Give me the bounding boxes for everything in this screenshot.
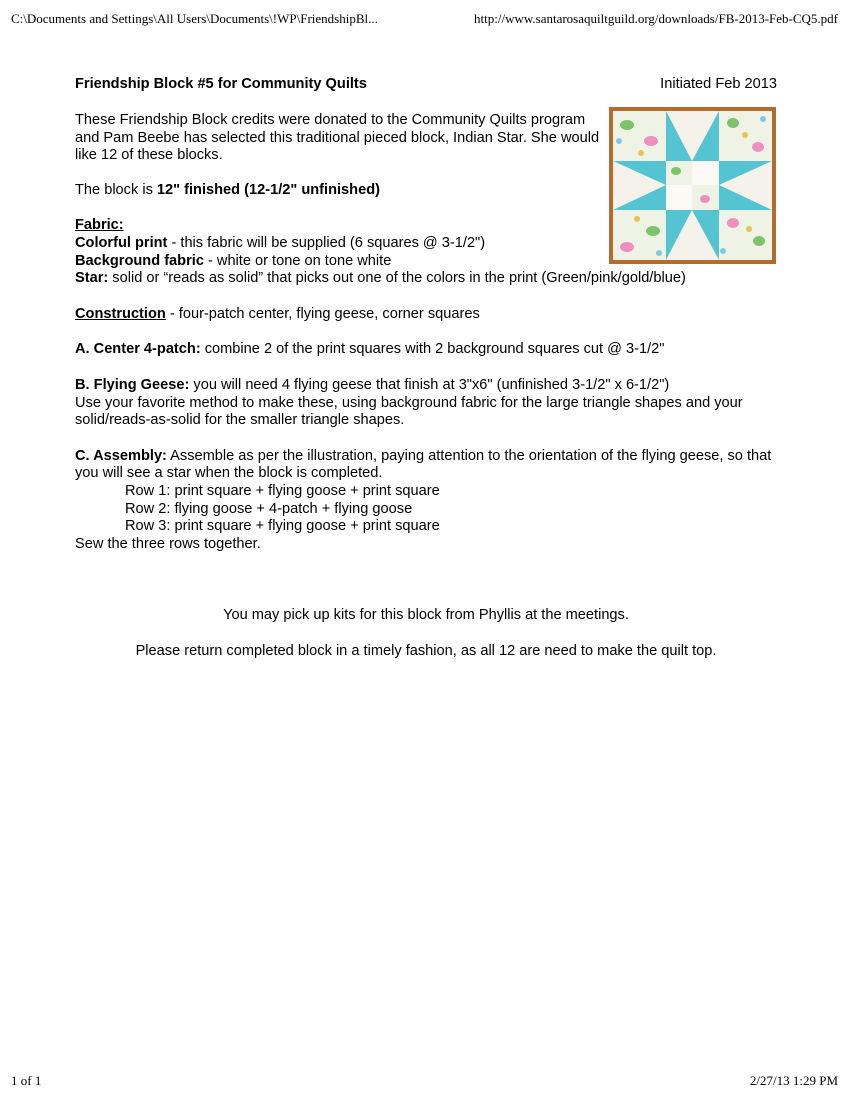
kits-note: You may pick up kits for this block from Phyllis at the meetings. bbox=[223, 607, 629, 624]
page-count: 1 of 1 bbox=[11, 1073, 42, 1088]
sew-instruction: Sew the three rows together. bbox=[75, 535, 261, 552]
return-note: Please return completed block in a timely fashion, as all 12 are need to make the quilt top. bbox=[135, 642, 717, 659]
step-c: C. Assembly: Assemble as per the illustration, paying attention to the orientation of the flying geese, so that you will see a star when the block is completed. bbox=[75, 447, 772, 482]
assembly-row-3: Row 3: print square + flying goose + print square bbox=[125, 518, 440, 535]
print-timestamp: 2/27/13 1:29 PM bbox=[749, 1073, 838, 1088]
document-title: Friendship Block #5 for Community Quilts bbox=[75, 76, 367, 92]
step-a: A. Center 4-patch: combine 2 of the print squares with 2 background squares cut @ 3-1/2" bbox=[75, 341, 665, 358]
fabric-item-background: Background fabric - white or tone on tone white bbox=[75, 252, 392, 269]
step-b: B. Flying Geese: you will need 4 flying geese that finish at 3"x6" (unfinished 3-1/2" x 6-1/2") bbox=[75, 376, 670, 393]
construction-heading: Construction bbox=[75, 305, 166, 322]
block-size-value: 12" finished (12-1/2" unfinished) bbox=[156, 181, 380, 198]
header-file-path: C:\Documents and Settings\All Users\Documents\!WP\FriendshipBl... bbox=[11, 11, 378, 26]
block-size-line bbox=[75, 182, 777, 200]
construction-line: Construction - four-patch center, flying geese, corner squares bbox=[75, 305, 480, 322]
fabric-heading: Fabric: bbox=[75, 217, 124, 234]
title-row bbox=[75, 76, 777, 94]
initiated-date: Initiated Feb 2013 bbox=[660, 76, 777, 92]
header-url[interactable]: http://www.santarosaquiltguild.org/downloads/FB-2013-Feb-CQ5.pdf bbox=[474, 11, 838, 26]
fabric-item-print: Colorful print - this fabric will be supplied (6 squares @ 3-1/2") bbox=[75, 234, 486, 251]
intro-paragraph: These Friendship Block credits were donated to the Community Quilts program and Pam Beebe has selected this traditional pieced block, Indian Star. She would like 12 of these blocks. bbox=[75, 112, 600, 164]
step-b-details: Use your favorite method to make these, using background fabric for the large triangle shapes and your solid/reads-as-solid for the smaller triangle shapes. bbox=[75, 394, 743, 429]
assembly-row-2: Row 2: flying goose + 4-patch + flying goose bbox=[125, 500, 413, 517]
document-body bbox=[75, 76, 777, 660]
block-size-prefix: The block is bbox=[75, 181, 157, 198]
fabric-item-star: Star: solid or “reads as solid” that picks out one of the colors in the print (Green/pink/gold/blue) bbox=[75, 270, 686, 287]
assembly-row-1: Row 1: print square + flying goose + print square bbox=[125, 482, 440, 499]
